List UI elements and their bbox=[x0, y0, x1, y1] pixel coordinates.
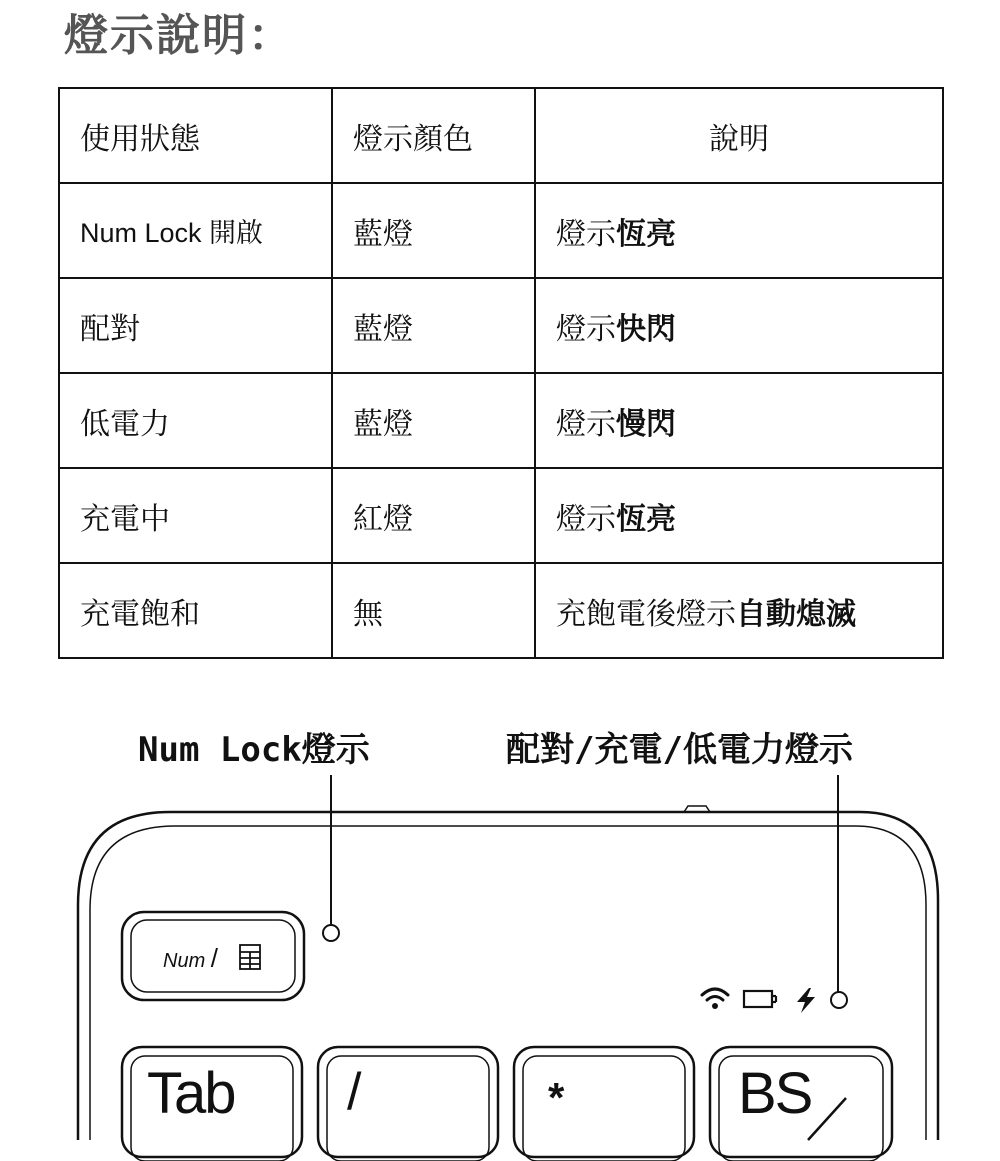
desc-emphasis: 恆亮 bbox=[616, 216, 676, 252]
desc-emphasis: 自動熄滅 bbox=[736, 596, 856, 632]
star-key-label: * bbox=[548, 1074, 565, 1121]
bs-key-label: BS bbox=[738, 1061, 812, 1126]
status-led bbox=[831, 992, 847, 1008]
desc-prefix: 燈示 bbox=[556, 216, 616, 252]
cell-color: 藍燈 bbox=[332, 183, 535, 278]
wifi-icon bbox=[702, 989, 728, 1000]
num-key-label bbox=[163, 943, 218, 974]
cell-state: 低電力 bbox=[59, 373, 332, 468]
cell-color: 紅燈 bbox=[332, 468, 535, 563]
slash-key bbox=[318, 1047, 498, 1157]
star-key bbox=[514, 1047, 694, 1157]
page-title: 燈示說明： bbox=[64, 10, 294, 61]
cell-color: 藍燈 bbox=[332, 278, 535, 373]
desc-prefix: 燈示 bbox=[556, 501, 616, 537]
cell-state: 充電中 bbox=[59, 468, 332, 563]
desc-emphasis: 恆亮 bbox=[616, 501, 676, 537]
desc-emphasis: 慢閃 bbox=[616, 406, 676, 442]
cell-color: 藍燈 bbox=[332, 373, 535, 468]
header-color: 燈示顏色 bbox=[332, 88, 535, 183]
desc-prefix: 燈示 bbox=[556, 406, 616, 442]
battery-icon bbox=[744, 991, 776, 1007]
bolt-icon bbox=[797, 988, 815, 1013]
status-indicator-callout: 配對/充電/低電力燈示 bbox=[506, 730, 853, 770]
num-key-text: Num bbox=[163, 950, 206, 972]
num-key-separator: / bbox=[210, 943, 219, 973]
numlock-indicator-callout: Num Lock燈示 bbox=[138, 730, 370, 770]
desc-prefix: 充飽電後燈示 bbox=[556, 596, 736, 632]
header-description: 說明 bbox=[535, 88, 943, 183]
cell-state: 配對 bbox=[59, 278, 332, 373]
tab-key-label: Tab bbox=[147, 1061, 235, 1126]
calculator-icon bbox=[240, 945, 260, 969]
cell-color: 無 bbox=[332, 563, 535, 658]
bs-diagonal-mark bbox=[808, 1098, 846, 1140]
desc-emphasis: 快閃 bbox=[616, 311, 676, 347]
desc-prefix: 燈示 bbox=[556, 311, 616, 347]
header-state: 使用狀態 bbox=[59, 88, 332, 183]
numlock-led bbox=[323, 925, 339, 941]
slash-key-label: / bbox=[347, 1063, 362, 1121]
cell-state: 充電飽和 bbox=[59, 563, 332, 658]
cell-state: Num Lock 開啟 bbox=[59, 183, 332, 278]
